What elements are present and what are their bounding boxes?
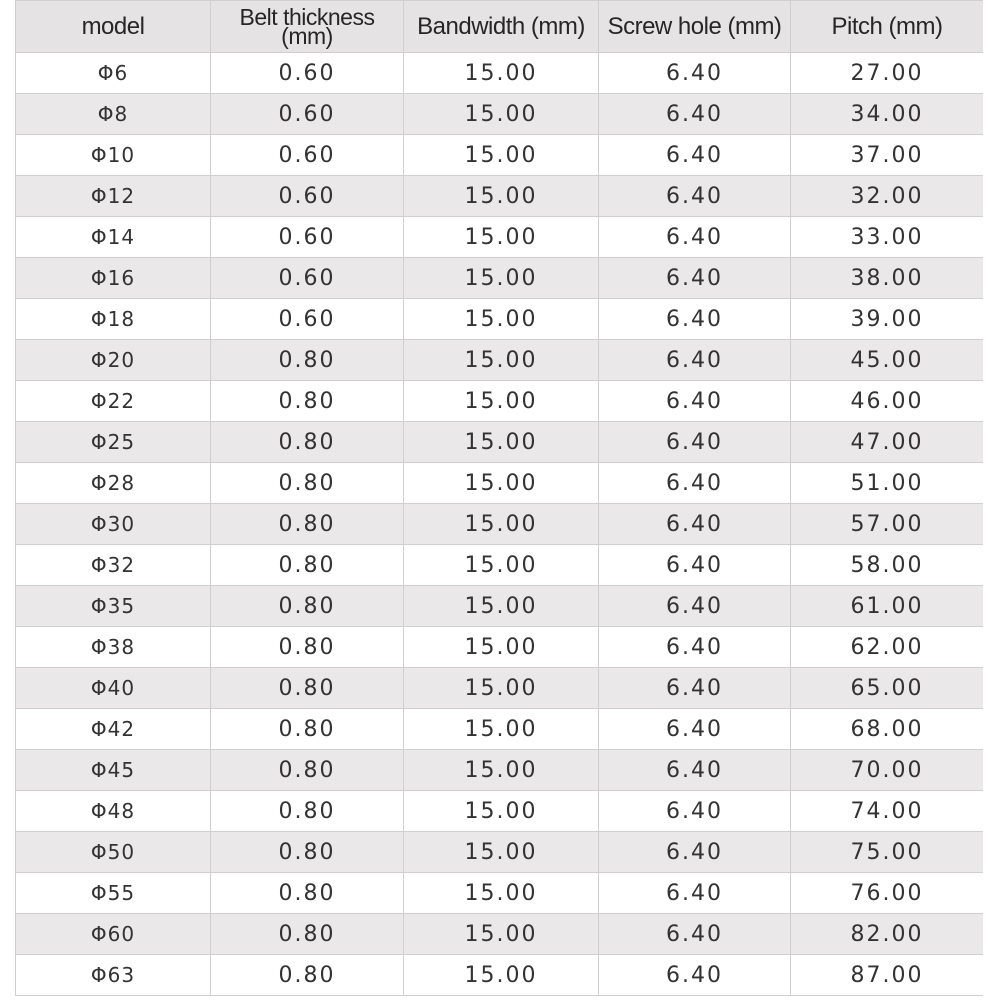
cell-bandwidth: 15.00 (404, 422, 599, 463)
cell-pitch: 37.00 (791, 135, 984, 176)
table-row (16, 914, 984, 955)
table-row (16, 53, 984, 94)
cell-screw-hole: 6.40 (599, 873, 791, 914)
header-screw-hole: Screw hole (mm) (599, 1, 791, 53)
cell-screw-hole: 6.40 (599, 832, 791, 873)
cell-bandwidth: 15.00 (404, 955, 599, 996)
cell-model: Φ12 (16, 176, 211, 217)
cell-pitch: 68.00 (791, 709, 984, 750)
cell-pitch: 46.00 (791, 381, 984, 422)
table-row (16, 422, 984, 463)
table-row (16, 955, 984, 996)
cell-bandwidth: 15.00 (404, 791, 599, 832)
cell-belt-thickness: 0.60 (211, 258, 404, 299)
cell-pitch: 32.00 (791, 176, 984, 217)
cell-bandwidth: 15.00 (404, 709, 599, 750)
cell-model: Φ28 (16, 463, 211, 504)
cell-belt-thickness: 0.80 (211, 463, 404, 504)
cell-belt-thickness: 0.80 (211, 381, 404, 422)
cell-screw-hole: 6.40 (599, 791, 791, 832)
cell-model: Φ45 (16, 750, 211, 791)
cell-screw-hole: 6.40 (599, 340, 791, 381)
cell-bandwidth: 15.00 (404, 53, 599, 94)
cell-bandwidth: 15.00 (404, 135, 599, 176)
table-row (16, 750, 984, 791)
cell-belt-thickness: 0.60 (211, 176, 404, 217)
cell-screw-hole: 6.40 (599, 914, 791, 955)
table-row (16, 135, 984, 176)
cell-pitch: 76.00 (791, 873, 984, 914)
cell-belt-thickness: 0.80 (211, 791, 404, 832)
cell-pitch: 82.00 (791, 914, 984, 955)
cell-screw-hole: 6.40 (599, 176, 791, 217)
cell-model: Φ16 (16, 258, 211, 299)
cell-screw-hole: 6.40 (599, 135, 791, 176)
cell-model: Φ60 (16, 914, 211, 955)
table-row (16, 381, 984, 422)
cell-bandwidth: 15.00 (404, 299, 599, 340)
cell-model: Φ48 (16, 791, 211, 832)
cell-model: Φ35 (16, 586, 211, 627)
cell-belt-thickness: 0.60 (211, 217, 404, 258)
table-row (16, 299, 984, 340)
cell-belt-thickness: 0.60 (211, 53, 404, 94)
cell-bandwidth: 15.00 (404, 914, 599, 955)
cell-screw-hole: 6.40 (599, 381, 791, 422)
cell-bandwidth: 15.00 (404, 873, 599, 914)
cell-screw-hole: 6.40 (599, 463, 791, 504)
table-row (16, 668, 984, 709)
cell-pitch: 34.00 (791, 94, 984, 135)
cell-bandwidth: 15.00 (404, 258, 599, 299)
cell-pitch: 45.00 (791, 340, 984, 381)
header-belt-thickness (211, 1, 404, 53)
cell-bandwidth: 15.00 (404, 504, 599, 545)
cell-bandwidth: 15.00 (404, 217, 599, 258)
cell-bandwidth: 15.00 (404, 381, 599, 422)
cell-screw-hole: 6.40 (599, 750, 791, 791)
table-row (16, 709, 984, 750)
cell-pitch: 61.00 (791, 586, 984, 627)
cell-bandwidth: 15.00 (404, 627, 599, 668)
cell-model: Φ63 (16, 955, 211, 996)
cell-screw-hole: 6.40 (599, 53, 791, 94)
cell-model: Φ8 (16, 94, 211, 135)
cell-bandwidth: 15.00 (404, 545, 599, 586)
table-row (16, 258, 984, 299)
cell-bandwidth: 15.00 (404, 586, 599, 627)
cell-belt-thickness: 0.80 (211, 668, 404, 709)
cell-belt-thickness: 0.60 (211, 299, 404, 340)
header-pitch: Pitch (mm) (791, 1, 984, 53)
cell-pitch: 27.00 (791, 53, 984, 94)
cell-pitch: 57.00 (791, 504, 984, 545)
table-row (16, 586, 984, 627)
cell-model: Φ22 (16, 381, 211, 422)
cell-belt-thickness: 0.80 (211, 914, 404, 955)
cell-screw-hole: 6.40 (599, 627, 791, 668)
header-bandwidth: Bandwidth (mm) (404, 1, 599, 53)
cell-belt-thickness: 0.80 (211, 586, 404, 627)
cell-screw-hole: 6.40 (599, 258, 791, 299)
cell-pitch: 87.00 (791, 955, 984, 996)
cell-pitch: 70.00 (791, 750, 984, 791)
table-row (16, 545, 984, 586)
cell-pitch: 51.00 (791, 463, 984, 504)
table-row (16, 504, 984, 545)
cell-bandwidth: 15.00 (404, 340, 599, 381)
cell-bandwidth: 15.00 (404, 668, 599, 709)
table-row (16, 791, 984, 832)
cell-screw-hole: 6.40 (599, 422, 791, 463)
cell-belt-thickness: 0.80 (211, 873, 404, 914)
cell-bandwidth: 15.00 (404, 176, 599, 217)
table-header (16, 1, 984, 53)
cell-belt-thickness: 0.60 (211, 94, 404, 135)
table-row (16, 176, 984, 217)
cell-model: Φ40 (16, 668, 211, 709)
table-row (16, 217, 984, 258)
cell-model: Φ6 (16, 53, 211, 94)
cell-model: Φ38 (16, 627, 211, 668)
cell-screw-hole: 6.40 (599, 217, 791, 258)
cell-pitch: 39.00 (791, 299, 984, 340)
cell-pitch: 47.00 (791, 422, 984, 463)
header-row (16, 1, 984, 53)
cell-model: Φ30 (16, 504, 211, 545)
table-row (16, 340, 984, 381)
header-model: model (16, 1, 211, 53)
cell-model: Φ10 (16, 135, 211, 176)
cell-bandwidth: 15.00 (404, 94, 599, 135)
cell-model: Φ55 (16, 873, 211, 914)
table-row (16, 627, 984, 668)
cell-screw-hole: 6.40 (599, 709, 791, 750)
table-row (16, 873, 984, 914)
cell-bandwidth: 15.00 (404, 750, 599, 791)
cell-belt-thickness: 0.80 (211, 832, 404, 873)
cell-pitch: 38.00 (791, 258, 984, 299)
cell-screw-hole: 6.40 (599, 586, 791, 627)
cell-bandwidth: 15.00 (404, 463, 599, 504)
cell-screw-hole: 6.40 (599, 299, 791, 340)
spec-sheet (15, 0, 983, 1001)
table-body (16, 53, 984, 996)
table-row (16, 463, 984, 504)
cell-belt-thickness: 0.80 (211, 545, 404, 586)
cell-screw-hole: 6.40 (599, 545, 791, 586)
table-row (16, 94, 984, 135)
cell-belt-thickness: 0.80 (211, 709, 404, 750)
cell-screw-hole: 6.40 (599, 94, 791, 135)
cell-model: Φ32 (16, 545, 211, 586)
table-row (16, 832, 984, 873)
specification-table (15, 0, 983, 996)
cell-model: Φ25 (16, 422, 211, 463)
cell-pitch: 62.00 (791, 627, 984, 668)
cell-bandwidth: 15.00 (404, 832, 599, 873)
cell-screw-hole: 6.40 (599, 504, 791, 545)
cell-pitch: 74.00 (791, 791, 984, 832)
cell-belt-thickness: 0.80 (211, 504, 404, 545)
cell-screw-hole: 6.40 (599, 955, 791, 996)
cell-pitch: 65.00 (791, 668, 984, 709)
cell-model: Φ18 (16, 299, 211, 340)
cell-pitch: 33.00 (791, 217, 984, 258)
header-belt-thickness-line2: (mm) (281, 22, 333, 49)
cell-model: Φ50 (16, 832, 211, 873)
cell-belt-thickness: 0.80 (211, 955, 404, 996)
cell-belt-thickness: 0.80 (211, 340, 404, 381)
cell-pitch: 58.00 (791, 545, 984, 586)
cell-pitch: 75.00 (791, 832, 984, 873)
cell-model: Φ42 (16, 709, 211, 750)
cell-screw-hole: 6.40 (599, 668, 791, 709)
cell-belt-thickness: 0.60 (211, 135, 404, 176)
cell-model: Φ20 (16, 340, 211, 381)
cell-belt-thickness: 0.80 (211, 627, 404, 668)
header-belt-thickness-line1: Belt thickness (239, 3, 375, 30)
cell-belt-thickness: 0.80 (211, 422, 404, 463)
cell-belt-thickness: 0.80 (211, 750, 404, 791)
cell-model: Φ14 (16, 217, 211, 258)
